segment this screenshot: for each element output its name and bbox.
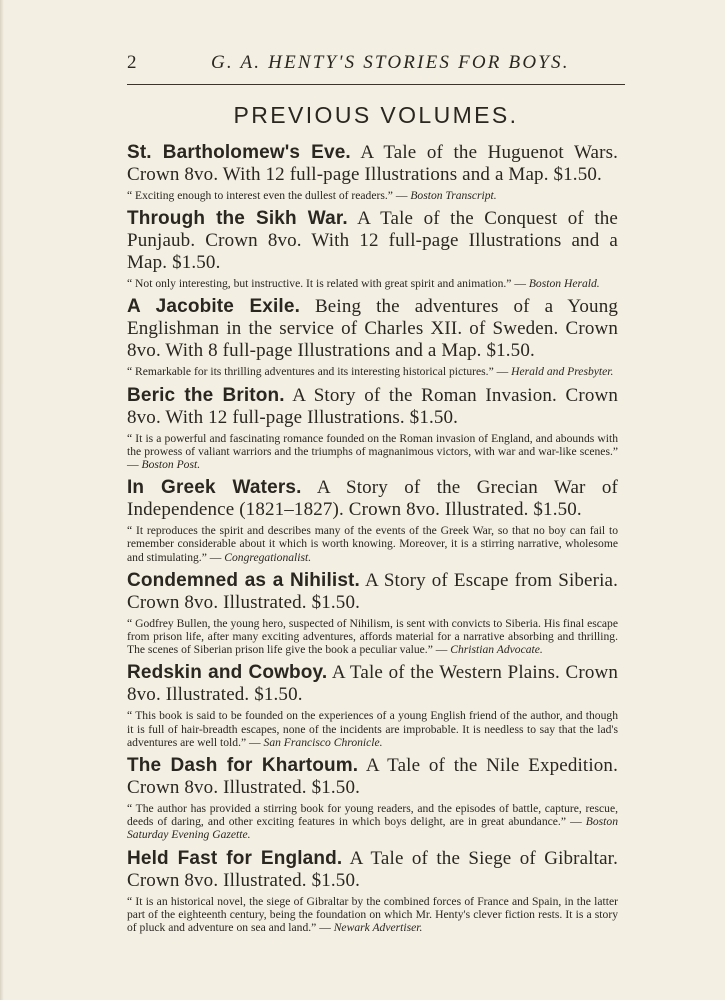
running-header bbox=[127, 52, 627, 76]
book-description: A Story of the Roman Invasion. Crown 8vo. With 12 full-page Illustrations. $1.50. bbox=[127, 384, 618, 428]
review-quote: “ This book is said to be founded on the experiences of a young English friend of the author, and though it is full of hair-breadth escapes, none of the incidents are improbable. It is needless to say that the lad's adventures are well told.” — bbox=[127, 709, 618, 749]
book-title: In Greek Waters. bbox=[127, 477, 302, 499]
book-entry bbox=[127, 296, 618, 378]
book-title: Condemned as a Nihilist. bbox=[127, 569, 360, 591]
book-title: Through the Sikh War. bbox=[127, 208, 348, 230]
review-quote: “ Remarkable for its thrilling adventures and its interesting historical pictures.” — bbox=[127, 365, 509, 379]
review-quote: “ It reproduces the spirit and describes many of the events of the Greek War, so that no boy can fail to remember considerable about it which is worth knowing. Moreover, it is a stirring narrative, wholesome and stimulating.” — bbox=[127, 524, 618, 564]
review-source: Herald and Presbyter. bbox=[511, 365, 614, 379]
review-source: Boston Saturday Evening Gazette. bbox=[127, 815, 618, 842]
review-source: Boston Herald. bbox=[528, 277, 600, 291]
book-entry bbox=[127, 570, 618, 657]
book-description: A Tale of the Western Plains. Crown 8vo. Illustrated. $1.50. bbox=[127, 662, 618, 706]
book-description: A Tale of the Nile Expedition. Crown 8vo. Illustrated. $1.50. bbox=[127, 755, 618, 799]
review-quote: “ The author has provided a stirring book for young readers, and the episodes of battle, capture, rescue, deeds of daring, and other exciting features in which boys delight, are in great abundance.” — bbox=[127, 802, 618, 829]
header-rule bbox=[127, 84, 625, 85]
book-description: A Story of the Grecian War of Independence (1821–1827). Crown 8vo. Illustrated. $1.50. bbox=[127, 477, 618, 521]
review-source: San Francisco Chronicle. bbox=[263, 735, 383, 749]
book-title: Beric the Briton. bbox=[127, 384, 285, 406]
review-source: Congregationalist. bbox=[224, 550, 312, 564]
book-description: Being the adventures of a Young Englishman in the service of Charles XII. of Sweden. Crown 8vo. With 8 full-page Illustrations and a Map. $1.50. bbox=[127, 296, 619, 362]
book-description: A Tale of the Conquest of the Punjaub. Crown 8vo. With 12 full-page Illustrations and a Map. $1.50. bbox=[127, 208, 618, 274]
review-source: Boston Transcript. bbox=[410, 189, 497, 202]
volume-list bbox=[127, 142, 618, 940]
book-entry bbox=[127, 662, 618, 749]
book-title: The Dash for Khartoum. bbox=[127, 755, 359, 777]
book-description: A Tale of the Siege of Gibraltar. Crown 8vo. Illustrated. $1.50. bbox=[127, 847, 619, 891]
review-quote: “ Exciting enough to interest even the dullest of readers.” — bbox=[127, 189, 408, 202]
page-edge bbox=[0, 0, 4, 1000]
book-entry bbox=[127, 208, 618, 290]
review-quote: “ Not only interesting, but instructive. It is related with great spirit and animation.” — bbox=[127, 277, 526, 291]
book-title: Held Fast for England. bbox=[127, 847, 343, 869]
review-quote: “ It is a powerful and fascinating romance founded on the Roman invasion of England, and abounds with the prowess of valiant warriors and the triumphs of magnanimous victors, with war and war-like scenes.” — bbox=[127, 431, 618, 472]
book-title: St. Bartholomew's Eve. bbox=[127, 142, 351, 163]
review-source: Christian Advocate. bbox=[450, 643, 543, 657]
book-entry bbox=[127, 385, 618, 472]
book-entry bbox=[127, 142, 618, 202]
book-title: A Jacobite Exile. bbox=[127, 296, 300, 318]
book-description: A Tale of the Huguenot Wars. Crown 8vo. With 12 full-page Illustrations and a Map. $1.50. bbox=[127, 142, 619, 185]
page-title: PREVIOUS VOLUMES. bbox=[233, 102, 519, 128]
page-number: 2 bbox=[127, 52, 139, 73]
book-entry bbox=[127, 477, 618, 564]
book-title: Redskin and Cowboy. bbox=[127, 662, 328, 684]
review-quote: “ It is an historical novel, the siege of Gibraltar by the combined forces of France and Spain, in the latter part of the eighteenth century, being the foundation on which Mr. Henty's clever fiction rests. It is a story of pluck and adventure on sea and land.” — bbox=[127, 894, 618, 935]
book-entry bbox=[127, 755, 618, 842]
book-entry bbox=[127, 848, 618, 935]
review-quote: “ Godfrey Bullen, the young hero, suspected of Nihilism, is sent with convicts to Siberia. His final escape from prison life, after many exciting adventures, affords material for a narrative absorbing and thrilling. The scenes of Siberian prison life give the book a peculiar value.” — bbox=[127, 616, 618, 657]
review-source: Newark Advertiser. bbox=[333, 921, 423, 935]
review-source: Boston Post. bbox=[141, 458, 201, 472]
book-description: A Story of Escape from Siberia. Crown 8vo. Illustrated. $1.50. bbox=[127, 569, 619, 613]
running-title: G. A. HENTY'S STORIES FOR BOYS. bbox=[211, 52, 570, 73]
